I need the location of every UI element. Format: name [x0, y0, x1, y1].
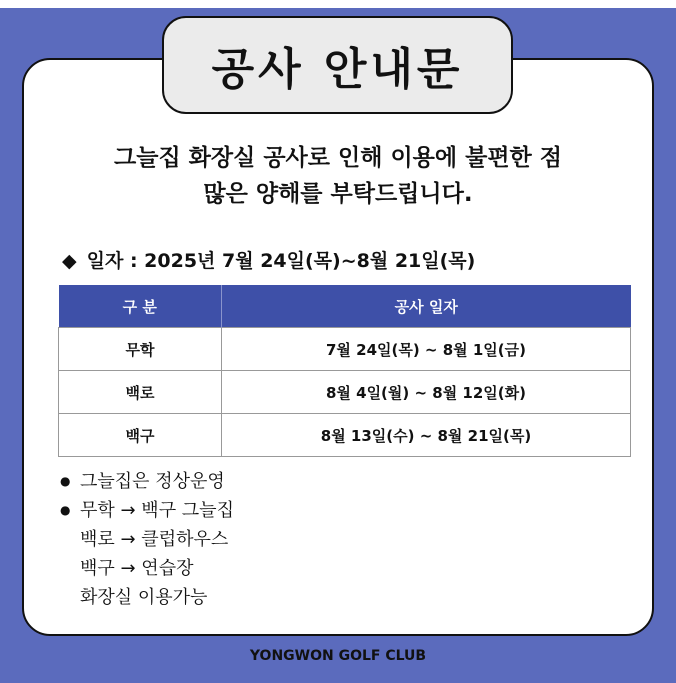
- row-period: 8월 13일(수) ~ 8월 21일(목): [222, 414, 631, 457]
- notice-line-1: 그늘집 화장실 공사로 인해 이용에 불편한 점: [114, 145, 562, 171]
- list-item: [60, 554, 234, 583]
- header-category: 구 분: [59, 285, 222, 328]
- row-period: 7월 24일(목) ~ 8월 1일(금): [222, 328, 631, 371]
- date-line: [62, 246, 475, 273]
- row-period: 8월 4일(월) ~ 8월 12일(화): [222, 371, 631, 414]
- bullet-icon: ●: [60, 474, 71, 488]
- bullet-spacer: [60, 554, 80, 583]
- list-item: [60, 467, 234, 496]
- date-text: 일자 : 2025년 7월 24일(목)~8월 21일(목): [86, 250, 476, 272]
- table-row: [59, 414, 631, 457]
- list-item-text: 화장실 이용가능: [80, 587, 208, 608]
- bullet-spacer: [60, 525, 80, 554]
- table-header-row: [59, 285, 631, 328]
- bullet-spacer: [60, 583, 80, 612]
- table-row: [59, 328, 631, 371]
- list-item: [60, 525, 234, 554]
- page-title: 공사 안내문: [211, 44, 464, 95]
- row-course: 백로: [59, 371, 222, 414]
- footer-brand: YONGWON GOLF CLUB: [249, 648, 427, 664]
- table-row: [59, 371, 631, 414]
- top-border: [0, 0, 676, 8]
- title-box: [162, 16, 513, 114]
- bullet-icon: ●: [60, 503, 71, 517]
- row-course: 백구: [59, 414, 222, 457]
- row-course: 무학: [59, 328, 222, 371]
- notice-line-2: 많은 양해를 부탁드립니다.: [203, 181, 473, 207]
- list-item-text: 백로 → 클럽하우스: [80, 529, 229, 550]
- list-item-text: 그늘집은 정상운영: [80, 471, 225, 492]
- diamond-icon: ◆: [62, 250, 77, 272]
- schedule-table: [58, 285, 631, 457]
- notice-message: [22, 140, 654, 212]
- list-item-text: 백구 → 연습장: [80, 558, 194, 579]
- list-item-text: 무학 → 백구 그늘집: [80, 500, 234, 521]
- list-item: [60, 583, 234, 612]
- header-date: 공사 일자: [222, 285, 631, 328]
- info-list: [60, 467, 234, 612]
- list-item: [60, 496, 234, 525]
